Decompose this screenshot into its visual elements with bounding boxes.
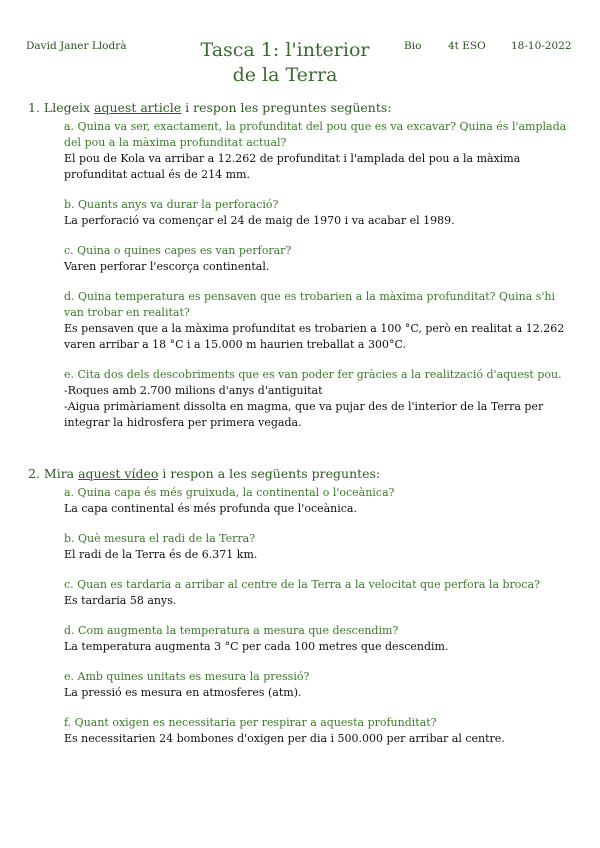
section-1-prefix: 1. Llegeix — [28, 100, 95, 115]
section-1-heading — [28, 100, 578, 115]
section-2-heading — [28, 466, 578, 481]
question-text: a. Quina capa és més gruixuda, la continental o l'oceànica? — [64, 486, 395, 499]
video-link[interactable]: aquest vídeo — [78, 466, 159, 481]
question-text: d. Quina temperatura es pensaven que es trobarien a la màxima profunditat? Quina s'hi van trobar en realitat? — [64, 290, 556, 319]
question-block — [64, 367, 578, 431]
question-block — [64, 531, 578, 563]
answer-text: La temperatura augmenta 3 °C per cada 100 metres que descendim. — [64, 640, 449, 653]
question-block — [64, 485, 578, 517]
question-block — [64, 243, 578, 275]
answer-text: El pou de Kola va arribar a 12.262 de profunditat i l'amplada del pou a la màxima profunditat actual és de 214 mm. — [64, 152, 521, 181]
section-1 — [28, 100, 578, 445]
article-link[interactable]: aquest article — [94, 100, 182, 115]
question-block — [64, 669, 578, 701]
page-title: Tasca 1: l'interior de la Terra — [200, 39, 370, 86]
question-block — [64, 623, 578, 655]
question-text: b. Quants anys va durar la perforació? — [64, 198, 279, 211]
question-text: e. Cita dos dels descobriments que es van poder fer gràcies a la realització d'aquest pou. — [64, 368, 562, 381]
answer-text: La perforació va començar el 24 de maig de 1970 i va acabar el 1989. — [64, 214, 455, 227]
answer-text: Varen perforar l'escorça continental. — [64, 260, 270, 273]
answer-text: Es necessitarien 24 bombones d'oxigen per dia i 500.000 per arribar al centre. — [64, 732, 505, 745]
question-text: e. Amb quines unitats es mesura la pressió? — [64, 670, 310, 683]
answer-text: -Roques amb 2.700 milions d'anys d'antiguitat — [64, 384, 323, 397]
question-text: d. Com augmenta la temperatura a mesura que descendim? — [64, 624, 399, 637]
question-block — [64, 715, 578, 747]
date-label: 18-10-2022 — [511, 40, 572, 52]
section-2-suffix: i respon a les següents preguntes: — [158, 466, 381, 481]
section-2-prefix: 2. Mira — [28, 466, 79, 481]
question-block — [64, 289, 578, 353]
author-name: David Janer Llodrà — [26, 40, 127, 52]
section-2 — [28, 466, 578, 761]
section-1-suffix: i respon les preguntes següents: — [181, 100, 392, 115]
question-text: a. Quina va ser, exactament, la profunditat del pou que es va excavar? Quina és l'amplada del pou a la màxima profunditat actual? — [64, 120, 567, 149]
course-label: 4t ESO — [448, 40, 486, 52]
subject-label: Bio — [404, 40, 422, 52]
question-block — [64, 119, 578, 183]
question-text: f. Quant oxigen es necessitaria per respirar a aquesta profunditat? — [64, 716, 437, 729]
answer-text: El radi de la Terra és de 6.371 km. — [64, 548, 258, 561]
question-text: c. Quan es tardaria a arribar al centre de la Terra a la velocitat que perfora la broca? — [64, 578, 541, 591]
answer-text: La pressió es mesura en atmosferes (atm). — [64, 686, 302, 699]
answer-text: Es pensaven que a la màxima profunditat es trobarien a 100 °C, però en realitat a 12.262 varen arribar a 18 °C i a 15.000 m haurien treballat a 300°C. — [64, 322, 565, 351]
answer-text: -Aigua primàriament dissolta en magma, que va pujar des de l'interior de la Terra per integrar la hidrosfera per primera vegada. — [64, 400, 544, 429]
question-text: b. Què mesura el radi de la Terra? — [64, 532, 256, 545]
question-block — [64, 577, 578, 609]
question-block — [64, 197, 578, 229]
answer-text: Es tardaria 58 anys. — [64, 594, 177, 607]
answer-text: La capa continental és més profunda que l'oceànica. — [64, 502, 357, 515]
question-text: c. Quina o quines capes es van perforar? — [64, 244, 292, 257]
